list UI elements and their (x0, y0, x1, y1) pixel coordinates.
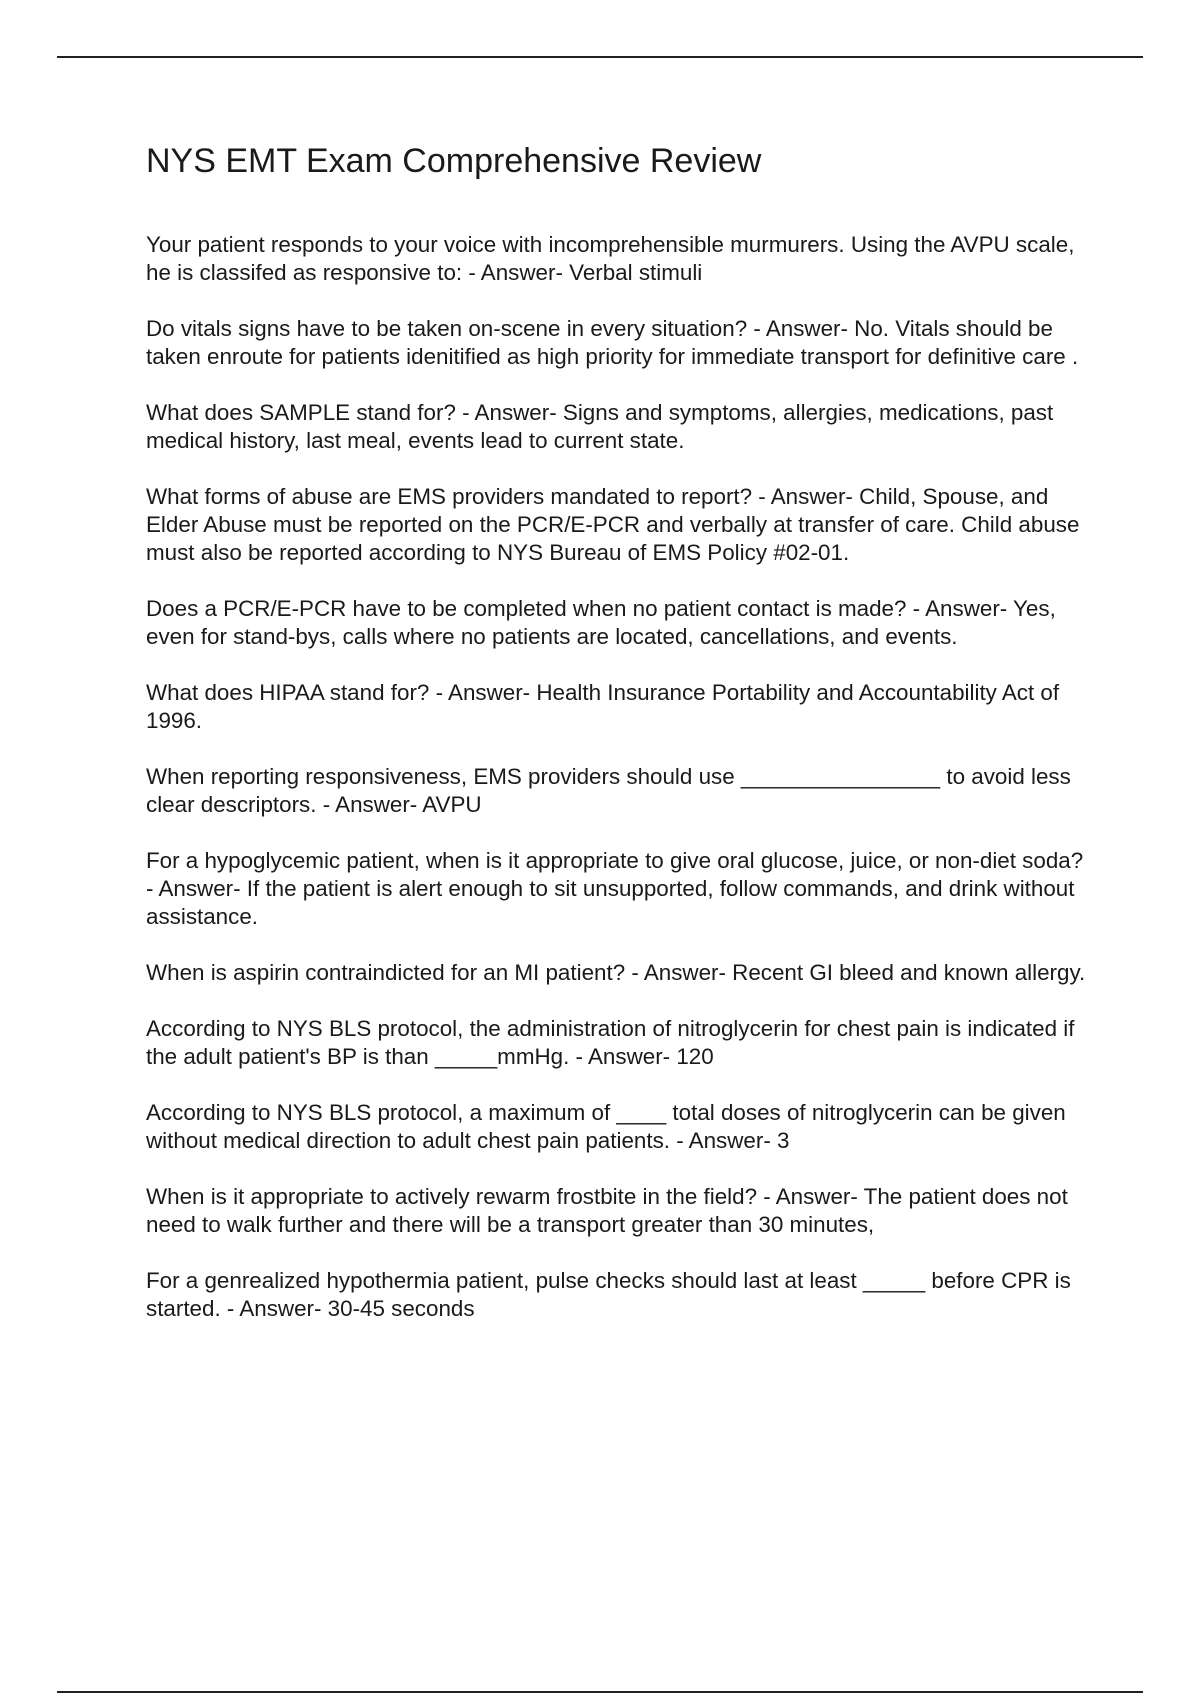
qa-item: According to NYS BLS protocol, a maximum of ____ total doses of nitroglycerin can be given without medical direction to adult chest pain patients. - Answer- 3 (146, 1100, 1066, 1153)
document-body (146, 140, 1091, 1351)
qa-item: When is it appropriate to actively rewarm frostbite in the field? - Answer- The patient does not need to walk further and there will be a transport greater than 30 minutes, (146, 1184, 1068, 1237)
qa-list (146, 231, 1091, 1323)
qa-item: Your patient responds to your voice with incomprehensible murmurers. Using the AVPU scale, he is classifed as responsive to: - Answer- Verbal stimuli (146, 232, 1075, 285)
qa-item: When is aspirin contraindicted for an MI patient? - Answer- Recent GI bleed and known allergy. (146, 960, 1086, 985)
qa-item: For a hypoglycemic patient, when is it appropriate to give oral glucose, juice, or non-diet soda? - Answer- If the patient is alert enough to sit unsupported, follow commands, and drink without assistance. (146, 848, 1084, 929)
qa-item: According to NYS BLS protocol, the administration of nitroglycerin for chest pain is indicated if the adult patient's BP is than _____mmHg. - Answer- 120 (146, 1016, 1075, 1069)
document-title: NYS EMT Exam Comprehensive Review (146, 142, 762, 180)
qa-item: For a genrealized hypothermia patient, pulse checks should last at least _____ before CPR is started. - Answer- 30-45 seconds (146, 1268, 1071, 1321)
top-rule (57, 56, 1143, 58)
qa-item: What forms of abuse are EMS providers mandated to report? - Answer- Child, Spouse, and Elder Abuse must be reported on the PCR/E-PCR and verbally at transfer of care. Child abuse must also be reported according to NYS Bureau of EMS Policy #02-01. (146, 484, 1080, 565)
qa-item: Does a PCR/E-PCR have to be completed when no patient contact is made? - Answer- Yes, even for stand-bys, calls where no patients are located, cancellations, and events. (146, 596, 1056, 649)
qa-item: Do vitals signs have to be taken on-scene in every situation? - Answer- No. Vitals should be taken enroute for patients idenitified as high priority for immediate transport for definitive care . (146, 316, 1079, 369)
qa-item: What does HIPAA stand for? - Answer- Health Insurance Portability and Accountability Act of 1996. (146, 680, 1060, 733)
bottom-rule (57, 1691, 1143, 1693)
qa-item: What does SAMPLE stand for? - Answer- Signs and symptoms, allergies, medications, past medical history, last meal, events lead to current state. (146, 400, 1054, 453)
qa-item: When reporting responsiveness, EMS providers should use ________________ to avoid less clear descriptors. - Answer- AVPU (146, 764, 1071, 817)
